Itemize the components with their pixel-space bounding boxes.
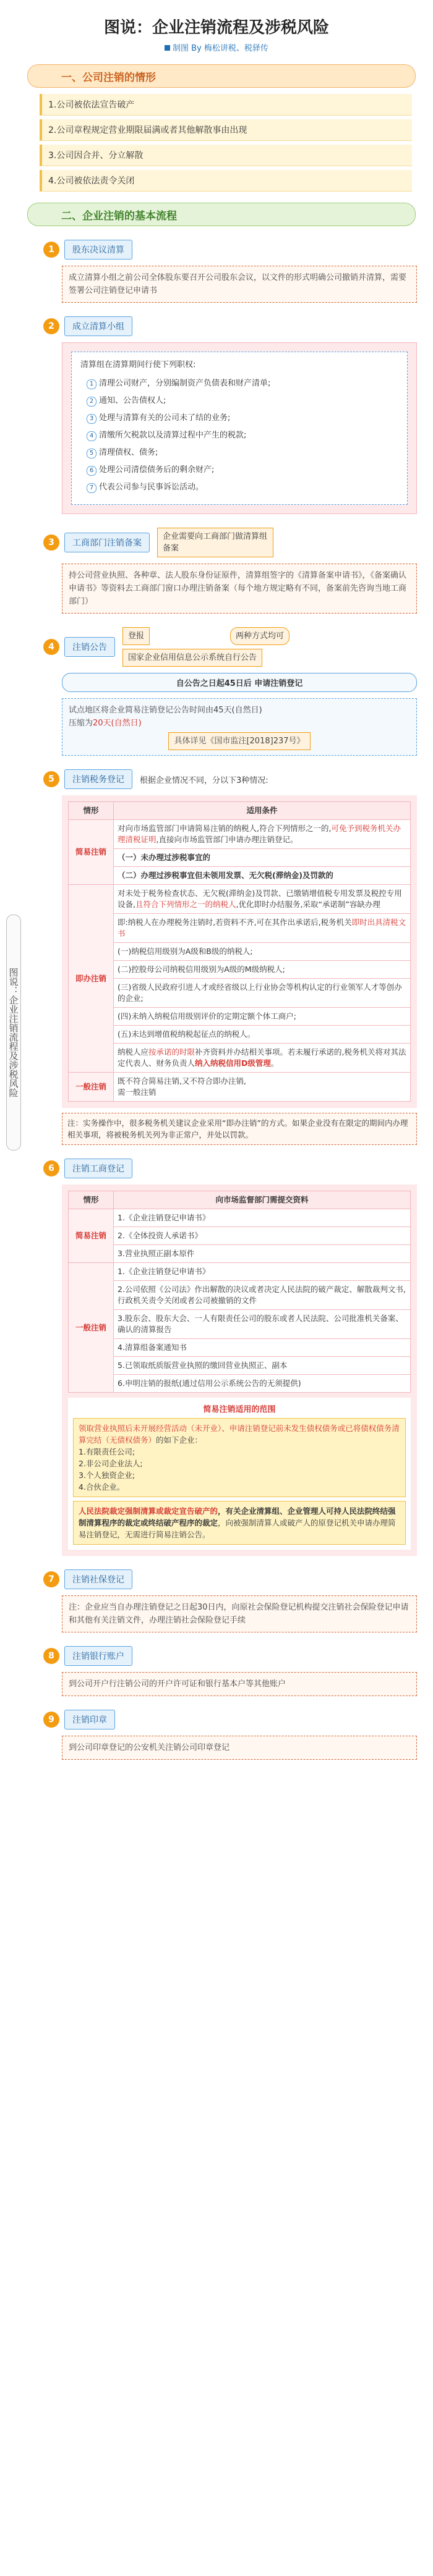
list-item: 3 处理与清算有关的公司未了结的业务; xyxy=(87,412,398,425)
list-item: 4 清缴所欠税款以及清算过程中产生的税款; xyxy=(87,429,398,442)
step-3-callout: 企业需要向工商部门做清算组备案 xyxy=(157,528,273,557)
step-3-text: 持公司营业执照、各种章、法人股东身份证原件，清算组签字的《清算备案申请书》，《备案确认申请书》等资料去工商部门窗口办理注销备案（每个地方规定略有不同，备案前先咨询当地工商部门） xyxy=(62,564,417,614)
step-7-text: 注：企业应当自办理注销登记之日起30日内，向原社会保险登记机构提交注销社会保险登记申请和其他有关注销文件，办理注销社会保险登记手续 xyxy=(62,1595,417,1632)
step-5-tip: 注：实务操作中，很多税务机关建议企业采用“即办注销”的方式。如果企业没有在限定的期间内办理相关事项，将被税务机关列为非正常户，并处以罚款。 xyxy=(62,1113,417,1145)
step-1-text: 成立清算小组之前公司全体股东要召开公司股东会议，以文件的形式明确公司撤销并清算，需要签署公司注销登记申请书 xyxy=(62,266,417,303)
step-number: 2 xyxy=(43,318,59,334)
list-item: 1.公司被依法宣告破产 xyxy=(40,94,412,116)
step-9-text: 到公司印章登记的公安机关注销公司印章登记 xyxy=(62,1736,417,1760)
step-6-table-wrap xyxy=(62,1185,417,1556)
step-number: 5 xyxy=(43,771,59,787)
step-number: 7 xyxy=(43,1571,59,1587)
tag-online: 国家企业信用信息公示系统自行公告 xyxy=(122,649,262,667)
section-2-header: 二、企业注销的基本流程 xyxy=(27,203,416,226)
list-item: 7 代表公司参与民事诉讼活动。 xyxy=(87,481,398,494)
step-4 xyxy=(27,627,417,667)
byline: 制图 By 梅松讲税、税驿传 xyxy=(0,41,433,53)
step-label: 注销社保登记 xyxy=(64,1569,132,1589)
step-label: 注销税务登记 xyxy=(64,769,132,789)
step-4-text: 试点地区将企业简易注销登记公告时间由45天(自然日) 压缩为20天(自然日) 具体详见《国市监注[2018]237号》 xyxy=(62,698,417,756)
step-7 xyxy=(27,1569,417,1589)
section-1-list xyxy=(40,94,412,192)
step-6 xyxy=(27,1159,417,1178)
step-label: 成立清算小组 xyxy=(64,316,132,336)
side-rail-title: 图说：企业注销流程及涉税风险 xyxy=(6,914,21,1151)
tax-table: 情形 适用条件 简易注销 对向市场监管部门申请简易注销的纳税人,符合下列情形之一的,可免予到税务机关办理清税证明,直接向市场监管部门申请办理注销登记。 （一）未办理过涉税事宜的 （二）办理过涉税事宜但未领用发票、无欠税(滞纳金)及罚款的 即办注销 对未处于税务检查状态、无欠税(滞纳金)及罚款、已缴销增值税专用发票及税控专用设备,且符合下列情形之一的纳税人,优化即时办结服务,采取“承诺制”容缺办理 即:纳税人在办理税务注销时,若资料不齐,可在其作出承诺后,税务机关即时出具清税文书 (一)纳税信用级别为A级和B级的纳税人; (二)控股母公司纳税信用级别为A级的M级纳税人; (三)省级人民政府引进人才或经省级以上行业协会等机构认定的行业领军人才等创办的企业; (四)未纳入纳税信用级别评价的定期定额个体工商户; (五)未达到增值税纳税起征点的纳税人。 纳税人应按承诺的时限补齐资料并办结相关事项。若未履行承诺的,税务机关将对其法定代表人、财务负责人纳入纳税信用D级管理。 一般注销 既不符合简易注销,又不符合即办注销, 需一般注销 xyxy=(68,801,411,1102)
step-label: 注销银行账户 xyxy=(64,1646,132,1666)
step-label: 注销印章 xyxy=(64,1710,115,1729)
tag-either: 两种方式均可 xyxy=(230,627,289,645)
step-1 xyxy=(27,240,417,260)
simple-scope-box: 简易注销适用的范围 领取营业执照后未开展经营活动（未开业）、申请注销登记前未发生债权债务或已将债权债务清算完结（无债权债务）的如下企业： 1.有限责任公司; 2.非公司企业法人; 3.个人独资企业; 4.合伙企业。 人民法院裁定强制清算或裁定宣告破产的，有关企业清算组、企业管理人可持人民法院终结强制清算程序的裁定或终结破产程序的裁定，向被强制清算人或破产人的原登记机关申请办理简易注销登记，无需进行简易注销公告。 xyxy=(68,1398,411,1550)
square-icon xyxy=(165,45,170,51)
registry-table: 情形 向市场监督部门需提交资料 简易注销 1.《企业注销登记申请书》 2.《全体投资人承诺书》 3.营业执照正副本原件 一般注销 1.《企业注销登记申请书》 2.公司依照《公司法》作出解散的决议或者决定人民法院的破产裁定、解散裁判文书,行政机关责令关闭或者公司被撤销的文件 3.股东会、股东大会、一人有限责任公司的股东或者人民法院、公司批准机关备案、确认的清算报告 4.清算组备案通知书 5.已领取纸质版营业执照的缴回营业执照正、副本 6.申明注销的报纸(通过信用公示系统公告的无须提供) xyxy=(68,1191,411,1393)
step-2 xyxy=(27,316,417,336)
step-9 xyxy=(27,1710,417,1729)
list-item: 2.公司章程规定营业期限届满或者其他解散事由出现 xyxy=(40,119,412,141)
step-label: 注销工商登记 xyxy=(64,1159,132,1178)
step-5: 5 注销税务登记 根据企业情况不同，分以下3种情况: xyxy=(27,769,417,789)
list-item: 5 清理债权、债务; xyxy=(87,446,398,460)
list-item: 2 通知、公告债权人; xyxy=(87,394,398,408)
step-number: 8 xyxy=(43,1648,59,1664)
list-item: 4.公司被依法责令关闭 xyxy=(40,170,412,192)
step-5-table-wrap xyxy=(62,795,417,1108)
step-number: 9 xyxy=(43,1712,59,1728)
step-2-box xyxy=(62,342,417,514)
list-item: 3.公司因合并、分立解散 xyxy=(40,145,412,166)
step-label: 股东决议清算 xyxy=(64,240,132,260)
step-number: 1 xyxy=(43,242,59,258)
step-3 xyxy=(27,528,417,557)
page-title: 图说：企业注销流程及涉税风险 xyxy=(103,19,329,37)
step-2-lead: 清算组在清算期间行使下列职权: xyxy=(80,360,196,370)
list-item: 1 清理公司财产，分别编制资产负债表和财产清单; xyxy=(87,377,398,391)
step-8-text: 到公司开户行注销公司的开户许可证和银行基本户等其他账户 xyxy=(62,1672,417,1696)
step-label: 注销公告 xyxy=(64,637,115,657)
step-number: 4 xyxy=(43,639,59,655)
step-number: 3 xyxy=(43,534,59,551)
step-4-highlight: 自公告之日起45日后 申请注销登记 xyxy=(62,673,417,692)
step-8 xyxy=(27,1646,417,1666)
section-1-header: 一、 公司注销的情形 xyxy=(27,64,416,88)
tag-newspaper: 登报 xyxy=(122,627,150,645)
step-number: 6 xyxy=(43,1160,59,1176)
step-label: 工商部门注销备案 xyxy=(64,533,150,552)
list-item: 6 处理公司清偿债务后的剩余财产; xyxy=(87,463,398,477)
